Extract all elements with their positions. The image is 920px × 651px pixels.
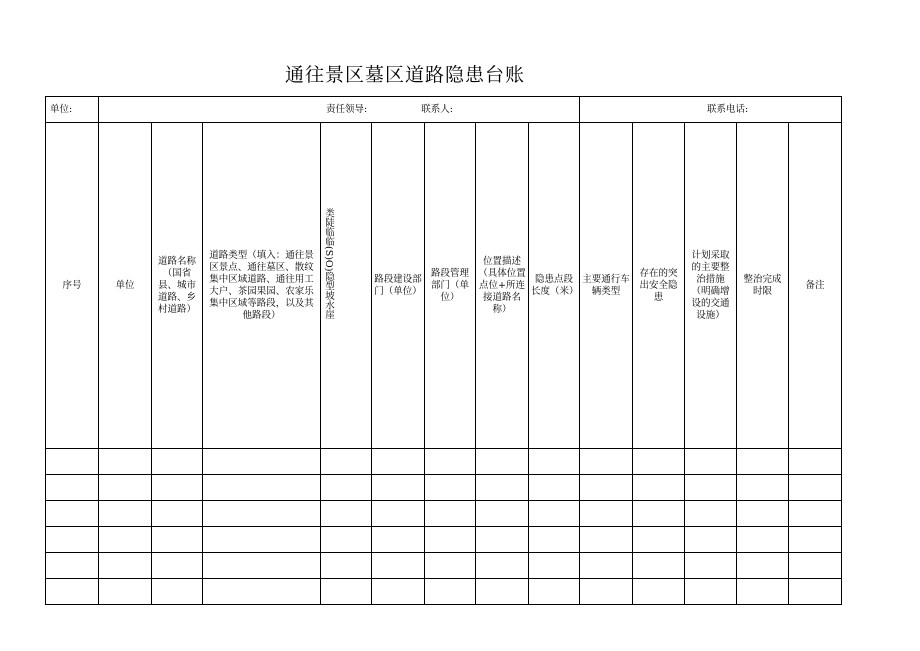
table-cell[interactable] bbox=[633, 579, 685, 605]
table-cell[interactable] bbox=[476, 579, 529, 605]
table-cell[interactable] bbox=[203, 475, 321, 501]
table-cell[interactable] bbox=[425, 475, 476, 501]
table-cell[interactable] bbox=[633, 501, 685, 527]
table-cell[interactable] bbox=[529, 501, 580, 527]
table-cell[interactable] bbox=[99, 553, 152, 579]
header-row bbox=[46, 123, 842, 449]
header-vehicle-type: 主要通行车辆类型 bbox=[580, 123, 633, 449]
table-cell[interactable] bbox=[321, 475, 372, 501]
hazard-ledger-table bbox=[45, 96, 842, 605]
table-cell[interactable] bbox=[46, 579, 99, 605]
table-cell[interactable] bbox=[476, 449, 529, 475]
table-cell[interactable] bbox=[789, 553, 842, 579]
table-cell[interactable] bbox=[529, 449, 580, 475]
table-cell[interactable] bbox=[737, 475, 789, 501]
table-cell[interactable] bbox=[476, 527, 529, 553]
table-cell[interactable] bbox=[685, 449, 737, 475]
contact-label: 联系人: bbox=[421, 103, 453, 115]
table-cell[interactable] bbox=[580, 501, 633, 527]
table-cell[interactable] bbox=[737, 553, 789, 579]
table-cell[interactable] bbox=[685, 475, 737, 501]
table-cell[interactable] bbox=[99, 475, 152, 501]
table-cell[interactable] bbox=[46, 553, 99, 579]
table-cell[interactable] bbox=[99, 579, 152, 605]
table-cell[interactable] bbox=[372, 527, 425, 553]
leader-label: 责任领导: bbox=[326, 103, 368, 115]
table-cell[interactable] bbox=[633, 553, 685, 579]
table-cell[interactable] bbox=[99, 501, 152, 527]
table-cell[interactable] bbox=[46, 501, 99, 527]
table-row bbox=[46, 449, 842, 475]
table-cell[interactable] bbox=[580, 579, 633, 605]
table-cell[interactable] bbox=[425, 449, 476, 475]
header-road-type: 道路类型（填入：通往景区景点、通往墓区、散纹集中区域道路、通往用工大户、茶园果园、农家乐集中区域等路段，以及其他路段） bbox=[203, 123, 321, 449]
header-hazard: 存在的突出安全隐患 bbox=[633, 123, 685, 449]
table-cell[interactable] bbox=[580, 449, 633, 475]
table-cell[interactable] bbox=[152, 527, 203, 553]
table-cell[interactable] bbox=[152, 475, 203, 501]
table-cell[interactable] bbox=[321, 501, 372, 527]
table-cell[interactable] bbox=[321, 579, 372, 605]
phone-label: 联系电话: bbox=[580, 97, 842, 123]
table-cell[interactable] bbox=[321, 449, 372, 475]
table-cell[interactable] bbox=[372, 501, 425, 527]
table-cell[interactable] bbox=[372, 449, 425, 475]
header-deadline: 整治完成时限 bbox=[737, 123, 789, 449]
header-management-dept: 路段管理部门（单位） bbox=[425, 123, 476, 449]
table-cell[interactable] bbox=[425, 579, 476, 605]
document-title: 通往景区墓区道路隐患台账 bbox=[285, 64, 526, 86]
header-road-name: 道路名称（国省县、城市道路、乡村道路） bbox=[152, 123, 203, 449]
table-cell[interactable] bbox=[529, 579, 580, 605]
header-location: 位置描述（具体位置点位+所连接道路名称） bbox=[476, 123, 529, 449]
table-cell[interactable] bbox=[685, 501, 737, 527]
table-cell[interactable] bbox=[425, 501, 476, 527]
table-cell[interactable] bbox=[737, 501, 789, 527]
table-cell[interactable] bbox=[580, 527, 633, 553]
table-cell[interactable] bbox=[633, 527, 685, 553]
table-row bbox=[46, 579, 842, 605]
header-construction-dept: 路段建设部门（单位） bbox=[372, 123, 425, 449]
table-cell[interactable] bbox=[152, 553, 203, 579]
header-index: 序号 bbox=[46, 123, 99, 449]
table-cell[interactable] bbox=[685, 553, 737, 579]
table-cell[interactable] bbox=[152, 579, 203, 605]
table-cell[interactable] bbox=[372, 553, 425, 579]
table-cell[interactable] bbox=[203, 527, 321, 553]
table-row bbox=[46, 475, 842, 501]
header-hazard-type-text: 类陡临临(S)O)隐型坡水崖 bbox=[323, 208, 334, 319]
info-row bbox=[46, 97, 842, 123]
unit-label: 单位: bbox=[46, 97, 99, 123]
table-cell[interactable] bbox=[633, 449, 685, 475]
table-cell[interactable] bbox=[99, 449, 152, 475]
table-cell[interactable] bbox=[789, 449, 842, 475]
table-cell[interactable] bbox=[580, 553, 633, 579]
table-cell[interactable] bbox=[152, 449, 203, 475]
table-cell[interactable] bbox=[99, 527, 152, 553]
table-cell[interactable] bbox=[203, 553, 321, 579]
table-cell[interactable] bbox=[789, 475, 842, 501]
table-cell[interactable] bbox=[46, 527, 99, 553]
data-rows bbox=[46, 449, 842, 605]
table-cell[interactable] bbox=[789, 527, 842, 553]
table-cell[interactable] bbox=[425, 527, 476, 553]
table-cell[interactable] bbox=[476, 553, 529, 579]
table-cell[interactable] bbox=[685, 579, 737, 605]
table-cell[interactable] bbox=[737, 579, 789, 605]
table-cell[interactable] bbox=[425, 553, 476, 579]
table-row bbox=[46, 501, 842, 527]
header-hazard-type bbox=[321, 123, 372, 449]
header-unit: 单位 bbox=[99, 123, 152, 449]
table-cell[interactable] bbox=[789, 579, 842, 605]
header-length: 隐患点段长度（米） bbox=[529, 123, 580, 449]
table-cell[interactable] bbox=[529, 475, 580, 501]
table-cell[interactable] bbox=[46, 449, 99, 475]
header-measures: 计划采取的主要整治措施（明确增设的交通设施） bbox=[685, 123, 737, 449]
table-row bbox=[46, 527, 842, 553]
table-cell[interactable] bbox=[203, 579, 321, 605]
header-remarks: 备注 bbox=[789, 123, 842, 449]
table-cell[interactable] bbox=[321, 553, 372, 579]
table-cell[interactable] bbox=[737, 527, 789, 553]
table-cell[interactable] bbox=[321, 527, 372, 553]
table-cell[interactable] bbox=[789, 501, 842, 527]
table-cell[interactable] bbox=[580, 475, 633, 501]
table-cell[interactable] bbox=[633, 475, 685, 501]
table-cell[interactable] bbox=[685, 527, 737, 553]
table-cell[interactable] bbox=[529, 553, 580, 579]
table-cell[interactable] bbox=[203, 501, 321, 527]
table-cell[interactable] bbox=[46, 475, 99, 501]
table-cell[interactable] bbox=[529, 527, 580, 553]
table-cell[interactable] bbox=[372, 579, 425, 605]
table-cell[interactable] bbox=[152, 501, 203, 527]
table-cell[interactable] bbox=[476, 475, 529, 501]
table-cell[interactable] bbox=[203, 449, 321, 475]
table-cell[interactable] bbox=[372, 475, 425, 501]
table-cell[interactable] bbox=[737, 449, 789, 475]
leader-contact-cell bbox=[99, 97, 580, 123]
table-row bbox=[46, 553, 842, 579]
table-cell[interactable] bbox=[476, 501, 529, 527]
